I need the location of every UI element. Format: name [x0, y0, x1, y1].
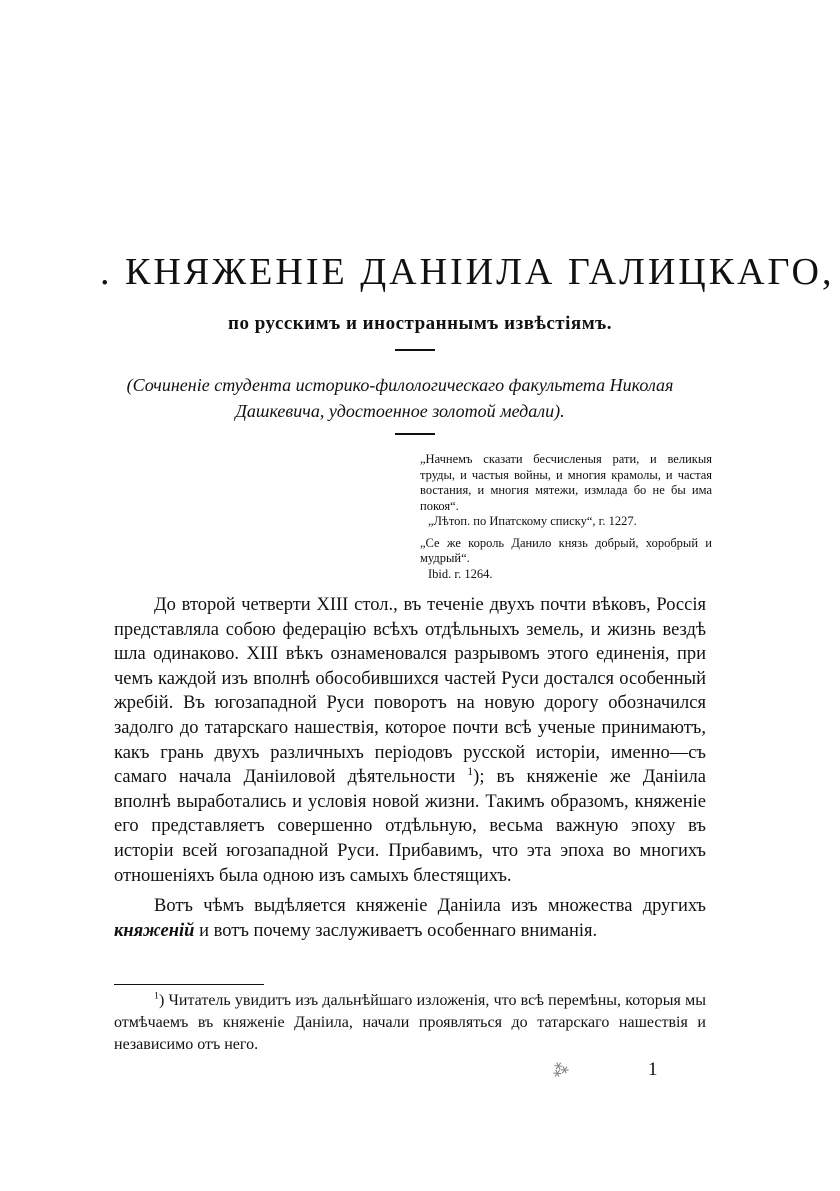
emphasis-text: княженій	[114, 920, 195, 941]
page-title: . КНЯЖЕНІЕ ДАНІИЛА ГАЛИЦКАГО,	[100, 251, 835, 293]
paragraph-text: Вотъ чѣмъ выдѣляется княженіе Даніила изъ множества другихъ	[154, 896, 706, 917]
author-note: (Сочиненіе студента историко-филологическаго факультета Николая Дашкевича, удостоенное золотой медали).	[126, 375, 674, 421]
paragraph-text: До второй четверти XIII стол., въ теченіе двухъ почти вѣковъ, Россія представляла собою федерацію всѣхъ отдѣльныхъ земель, и жизнь вездѣ шла одинаково. XIII вѣкъ ознаменовался разрывомъ этого единенія, при чемъ каждой изъ вполнѣ обособившихся частей Руси достался особенный жребій. Въ югозападной Руси поворотъ на новую дорогу обозначился задолго до татарскаго нашествія, которое почти всѣ ученые принимаютъ, какъ грань двухъ различныхъ періодовъ русской исторіи, именно—съ самаго начала Даніиловой дѣятельности	[114, 595, 706, 788]
footnote-divider	[114, 984, 264, 985]
stray-mark-icon: ⁂	[548, 1057, 572, 1082]
footnote-number: 1	[154, 990, 159, 1002]
footnote	[114, 990, 706, 1056]
epigraph-source: „Лѣтоп. по Ипатскому списку“, г. 1227.	[428, 514, 637, 528]
main-text	[114, 593, 706, 943]
footnote-ref: 1	[467, 766, 474, 778]
paragraph-text-cont: ); въ княженіе же Даніила вполнѣ выработались и условія новой жизни. Такимъ образомъ, княженіе его представляетъ совершенно отдѣльную, весьма важную эпоху въ исторіи всей югозападной Руси. Прибавимъ, что эта эпоха во многихъ отношеніяхъ была одною изъ самыхъ блестящихъ.	[114, 767, 707, 886]
page-subtitle: по русскимъ и иностраннымъ извѣстіямъ.	[228, 313, 612, 334]
page-number: 1	[648, 1059, 658, 1080]
paragraph	[114, 593, 706, 888]
paragraph-text-cont: и вотъ почему заслуживаетъ особеннаго вниманія.	[199, 920, 598, 941]
epigraph-text: „Се же король Данило князь добрый, хоробрый и мудрый“.	[420, 535, 712, 565]
footnote-text: ) Читатель увидитъ изъ дальнѣйшаго изложенія, что всѣ перемѣны, которыя мы отмѣчаемъ въ княженіе Даніила, начали проявляться до татарскаго нашествія и независимо отъ него.	[114, 992, 706, 1053]
epigraph-text: „Начнемъ сказати бесчисленыя рати, и великыя труды, и частыя войны, и многия крамолы, и частая востания, и многия мятежи, измлада бо не бы има покоя“.	[420, 452, 712, 513]
epigraphs	[420, 452, 712, 582]
paragraph	[114, 894, 706, 943]
epigraph-source: Ibid. г. 1264.	[428, 566, 493, 581]
title-divider	[395, 349, 435, 351]
note-divider	[395, 433, 435, 435]
